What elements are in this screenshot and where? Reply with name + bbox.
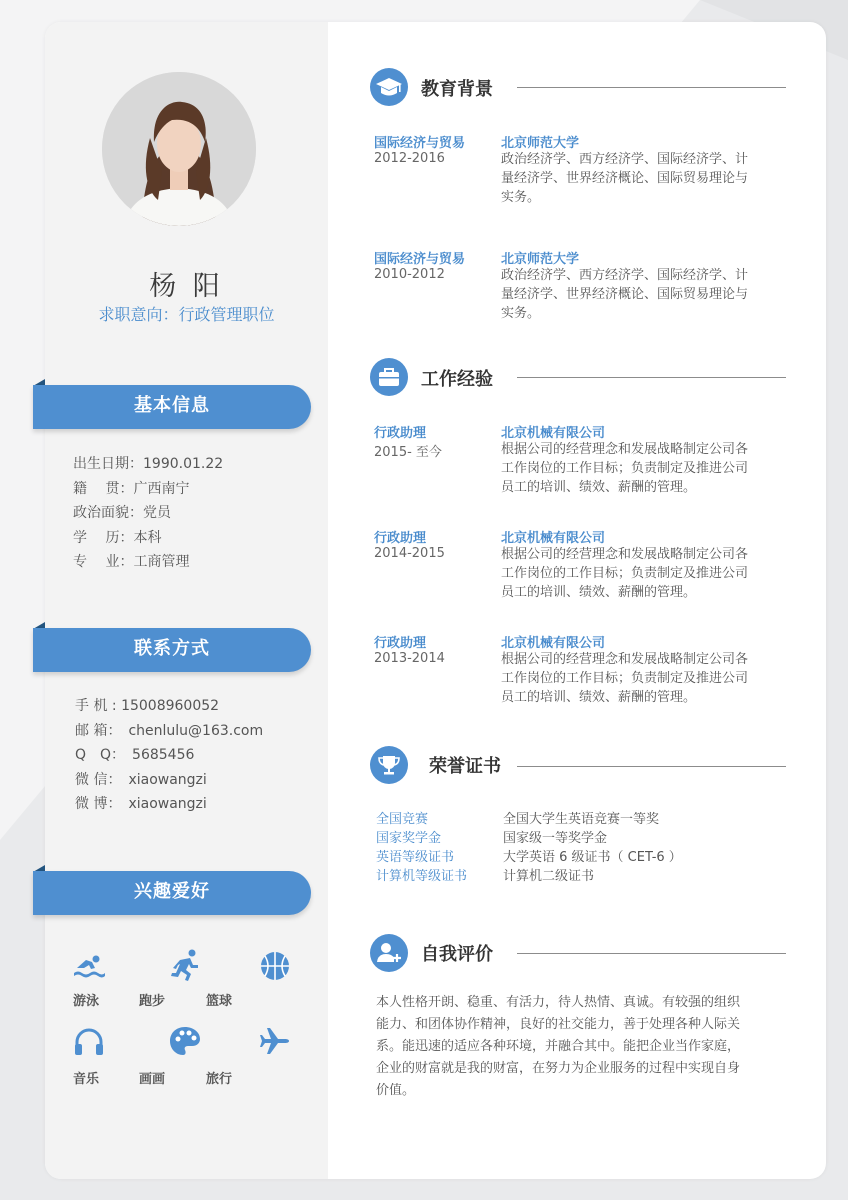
self-evaluation-line: 系。能迅速的适应各种环境，并融合其中。能把企业当作家庭， xyxy=(376,1039,741,1054)
palette-icon xyxy=(168,1024,202,1058)
briefcase-icon xyxy=(370,358,408,396)
work-role: 行政助理 xyxy=(374,636,427,651)
work-description-line: 员工的培训、绩效、薪酬的管理。 xyxy=(501,585,697,600)
swimming-icon xyxy=(72,950,106,984)
basketball-icon xyxy=(258,950,292,984)
profile-photo xyxy=(102,72,256,226)
contact-phone: 手 机 : 15008960052 xyxy=(75,698,220,714)
hobby-label-travel: 旅行 xyxy=(206,1072,233,1087)
work-description-line: 根据公司的经营理念和发展战略制定公司各 xyxy=(501,442,749,457)
work-company: 北京机械有限公司 xyxy=(501,426,606,441)
headphones-icon xyxy=(72,1026,106,1060)
basic-info-row: 籍 贯：广西南宁 xyxy=(73,481,190,497)
work-description-line: 根据公司的经营理念和发展战略制定公司各 xyxy=(501,652,749,667)
work-description xyxy=(501,545,776,602)
education-date: 2012-2016 xyxy=(374,151,445,166)
work-company: 北京机械有限公司 xyxy=(501,636,606,651)
work-date: 2015- 至今 xyxy=(374,445,442,460)
education-school: 北京师范大学 xyxy=(501,252,580,267)
education-major: 国际经济与贸易 xyxy=(374,252,466,267)
education-description-line: 量经济学、世界经济概论、国际贸易理论与 xyxy=(501,171,749,186)
hobby-label-painting: 画画 xyxy=(139,1072,166,1087)
self-evaluation-text xyxy=(376,992,776,1102)
section-divider xyxy=(517,766,786,767)
honor-description: 全国大学生英语竞赛一等奖 xyxy=(503,812,660,827)
work-description-line: 员工的培训、绩效、薪酬的管理。 xyxy=(501,690,697,705)
section-title-work: 工作经验 xyxy=(421,369,493,390)
section-divider xyxy=(517,953,786,954)
contact-weibo: 微 博： xiaowangzi xyxy=(75,796,207,812)
work-description-line: 工作岗位的工作目标；负责制定及推进公司 xyxy=(501,461,749,476)
candidate-name: 杨 阳 xyxy=(149,271,224,302)
education-school: 北京师范大学 xyxy=(501,136,580,151)
education-date: 2010-2012 xyxy=(374,267,445,282)
work-date: 2014-2015 xyxy=(374,546,445,561)
self-evaluation-line: 企业的财富就是我的财富，在努力为企业服务的过程中实现自身 xyxy=(376,1061,741,1076)
basic-info-row: 出生日期：1990.01.22 xyxy=(73,456,224,472)
work-role: 行政助理 xyxy=(374,426,427,441)
work-company: 北京机械有限公司 xyxy=(501,531,606,546)
work-description xyxy=(501,650,776,707)
honor-name: 国家奖学金 xyxy=(376,831,442,846)
education-description-line: 实务。 xyxy=(501,190,541,205)
contact-email: 邮 箱： chenlulu@163.com xyxy=(75,723,264,739)
running-icon xyxy=(168,948,202,982)
trophy-icon xyxy=(370,746,408,784)
honor-description: 大学英语 6 级证书（ CET-6 ） xyxy=(503,850,682,865)
honor-name: 英语等级证书 xyxy=(376,850,455,865)
education-description-line: 政治经济学、西方经济学、国际经济学、计 xyxy=(501,152,749,167)
honor-description: 计算机二级证书 xyxy=(503,869,595,884)
section-title-education: 教育背景 xyxy=(421,79,493,100)
airplane-icon xyxy=(258,1024,292,1058)
education-description-line: 政治经济学、西方经济学、国际经济学、计 xyxy=(501,268,749,283)
hobby-label-swimming: 游泳 xyxy=(73,994,100,1009)
hobby-label-music: 音乐 xyxy=(73,1072,100,1087)
education-description-line: 实务。 xyxy=(501,306,541,321)
work-description-line: 工作岗位的工作目标；负责制定及推进公司 xyxy=(501,671,749,686)
work-date: 2013-2014 xyxy=(374,651,445,666)
work-role: 行政助理 xyxy=(374,531,427,546)
honor-name: 计算机等级证书 xyxy=(376,869,468,884)
education-major: 国际经济与贸易 xyxy=(374,136,466,151)
section-title-self-evaluation: 自我评价 xyxy=(421,944,493,965)
self-evaluation-line: 能力、和团体协作精神，良好的社交能力，善于处理各种人际关 xyxy=(376,1017,741,1032)
hobby-label-running: 跑步 xyxy=(139,994,166,1009)
education-description xyxy=(501,150,776,207)
work-description xyxy=(501,440,776,497)
basic-info-row: 学 历：本科 xyxy=(73,530,162,546)
education-description-line: 量经济学、世界经济概论、国际贸易理论与 xyxy=(501,287,749,302)
work-description-line: 根据公司的经营理念和发展战略制定公司各 xyxy=(501,547,749,562)
section-header-basic-info: 基本信息 xyxy=(33,385,311,429)
work-description-line: 工作岗位的工作目标；负责制定及推进公司 xyxy=(501,566,749,581)
basic-info-row: 政治面貌：党员 xyxy=(73,505,171,521)
section-divider xyxy=(517,377,786,378)
job-intent: 求职意向：行政管理职位 xyxy=(98,305,275,324)
section-header-hobbies: 兴趣爱好 xyxy=(33,871,311,915)
honor-name: 全国竞赛 xyxy=(376,812,429,827)
section-title-honors: 荣誉证书 xyxy=(429,756,501,777)
user-add-icon xyxy=(370,934,408,972)
graduation-cap-icon xyxy=(370,68,408,106)
section-header-contact: 联系方式 xyxy=(33,628,311,672)
contact-qq: Q Q： 5685456 xyxy=(75,747,195,763)
honor-description: 国家级一等奖学金 xyxy=(503,831,608,846)
self-evaluation-line: 本人性格开朗、稳重、有活力，待人热情、真诚。有较强的组织 xyxy=(376,995,741,1010)
contact-wechat: 微 信： xiaowangzi xyxy=(75,772,207,788)
work-description-line: 员工的培训、绩效、薪酬的管理。 xyxy=(501,480,697,495)
section-divider xyxy=(517,87,786,88)
self-evaluation-line: 价值。 xyxy=(376,1083,416,1098)
basic-info-row: 专 业：工商管理 xyxy=(73,554,190,570)
education-description xyxy=(501,266,776,323)
hobby-label-basketball: 篮球 xyxy=(206,994,233,1009)
